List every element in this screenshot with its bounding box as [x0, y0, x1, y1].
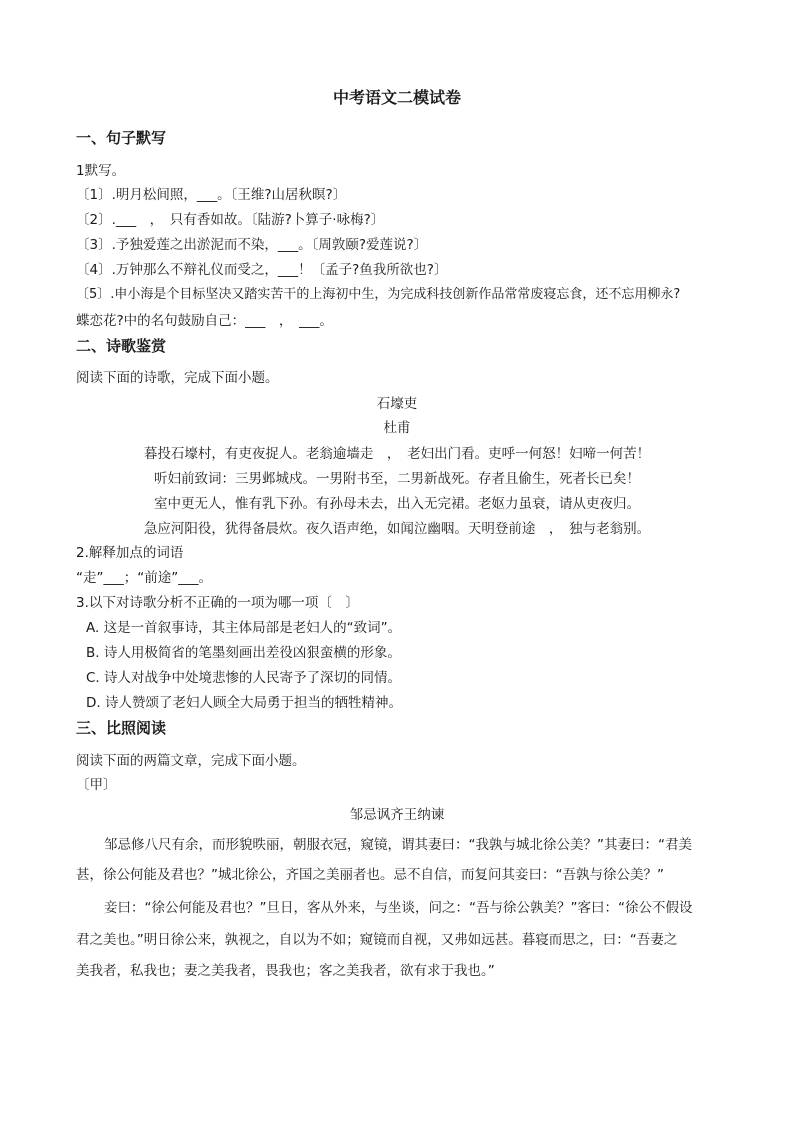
article-line: 妾曰：“徐公何能及君也？”旦日，客从外来，与坐谈，问之：“吾与徐公孰美？”客曰：“徐公不假设	[104, 900, 693, 916]
option-b: B. 诗人用极简省的笔墨刻画出差役凶狠蛮横的形象。	[86, 645, 401, 661]
question-1-intro: 1默写。	[76, 163, 126, 179]
passage-label-jia: 〔甲〕	[76, 777, 117, 793]
question-1-item: 〔4〕.万钟那么不辩礼仪而受之，___！〔孟子?鱼我所欲也?〕	[76, 262, 448, 278]
question-1-item: 〔5〕.申小海是个目标坚决又踏实苦干的上海初中生，为完成科技创新作品常常废寝忘食，还不忘用柳永?	[76, 287, 681, 302]
article-title: 邹忌讽齐王纳谏	[349, 807, 445, 823]
section-heading-2: 二、诗歌鉴赏	[76, 337, 167, 355]
section-heading-3: 三、比照阅读	[76, 719, 167, 737]
question-2-body: “走”___；“前途”___。	[76, 570, 212, 586]
option-c: C. 诗人对战争中处境悲惨的人民寄予了深切的同情。	[86, 670, 402, 686]
option-a: A. 这是一首叙事诗，其主体局部是老妇人的“致词”。	[86, 620, 402, 636]
question-1-item: 〔2〕.___ ， 只有香如故。〔陆游?卜算子·咏梅?〕	[76, 212, 385, 228]
question-3-title: 3.以下对诗歌分析不正确的一项为哪一项〔 〕	[76, 595, 359, 611]
article-line: 君之美也。”明日徐公来，孰视之，自以为不如；窥镜而自视，又弗如远甚。暮寝而思之，曰：“吾妻之	[76, 932, 678, 948]
poem-intro: 阅读下面的诗歌，完成下面小题。	[76, 370, 279, 386]
article-line: 甚，徐公何能及君也？”城北徐公，齐国之美丽者也。忌不自信，而复问其妾曰：“吾孰与徐公美？”	[76, 867, 664, 883]
poem-line: 室中更无人，惟有乳下孙。有孙母未去，出入无完裙。老妪力虽衰，请从吏夜归。	[154, 496, 640, 512]
question-1-item: 〔3〕.予独爱莲之出淤泥而不染，___。〔周敦颐?爱莲说?〕	[76, 237, 428, 253]
reading-intro: 阅读下面的两篇文章，完成下面小题。	[76, 753, 306, 769]
poem-line: 急应河阳役，犹得备晨炊。夜久语声绝，如闻泣幽咽。天明登前途 ， 独与老翁别。	[143, 521, 651, 537]
option-d: D. 诗人赞颂了老妇人顾全大局勇于担当的牺牲精神。	[86, 695, 402, 711]
poem-line: 暮投石壕村，有吏夜捉人。老翁逾墙走 ， 老妇出门看。吏呼一何怒！妇啼一何苦！	[143, 446, 651, 462]
poem-line: 听妇前致词：三男邺城戍。一男附书至，二男新战死。存者且偷生，死者长已矣！	[154, 471, 640, 487]
poem-author: 杜甫	[383, 420, 411, 436]
question-1-item-continued: 蝶恋花?中的名句鼓励自己：___ ， ___。	[76, 313, 333, 329]
poem-title: 石壕吏	[376, 396, 418, 412]
page-title: 中考语文二模试卷	[332, 88, 461, 107]
article-line: 邹忌修八尺有余，而形貌昳丽，朝服衣冠，窥镜，谓其妻曰：“我孰与城北徐公美？”其妻曰：“君美	[104, 837, 692, 853]
question-1-item: 〔1〕.明月松间照，___。〔王维?山居秋暝?〕	[76, 187, 347, 203]
section-heading-1: 一、句子默写	[76, 129, 167, 147]
question-2-title: 2.解释加点的词语	[76, 545, 184, 561]
article-line: 美我者，私我也；妻之美我者，畏我也；客之美我者，欲有求于我也。”	[76, 963, 495, 979]
